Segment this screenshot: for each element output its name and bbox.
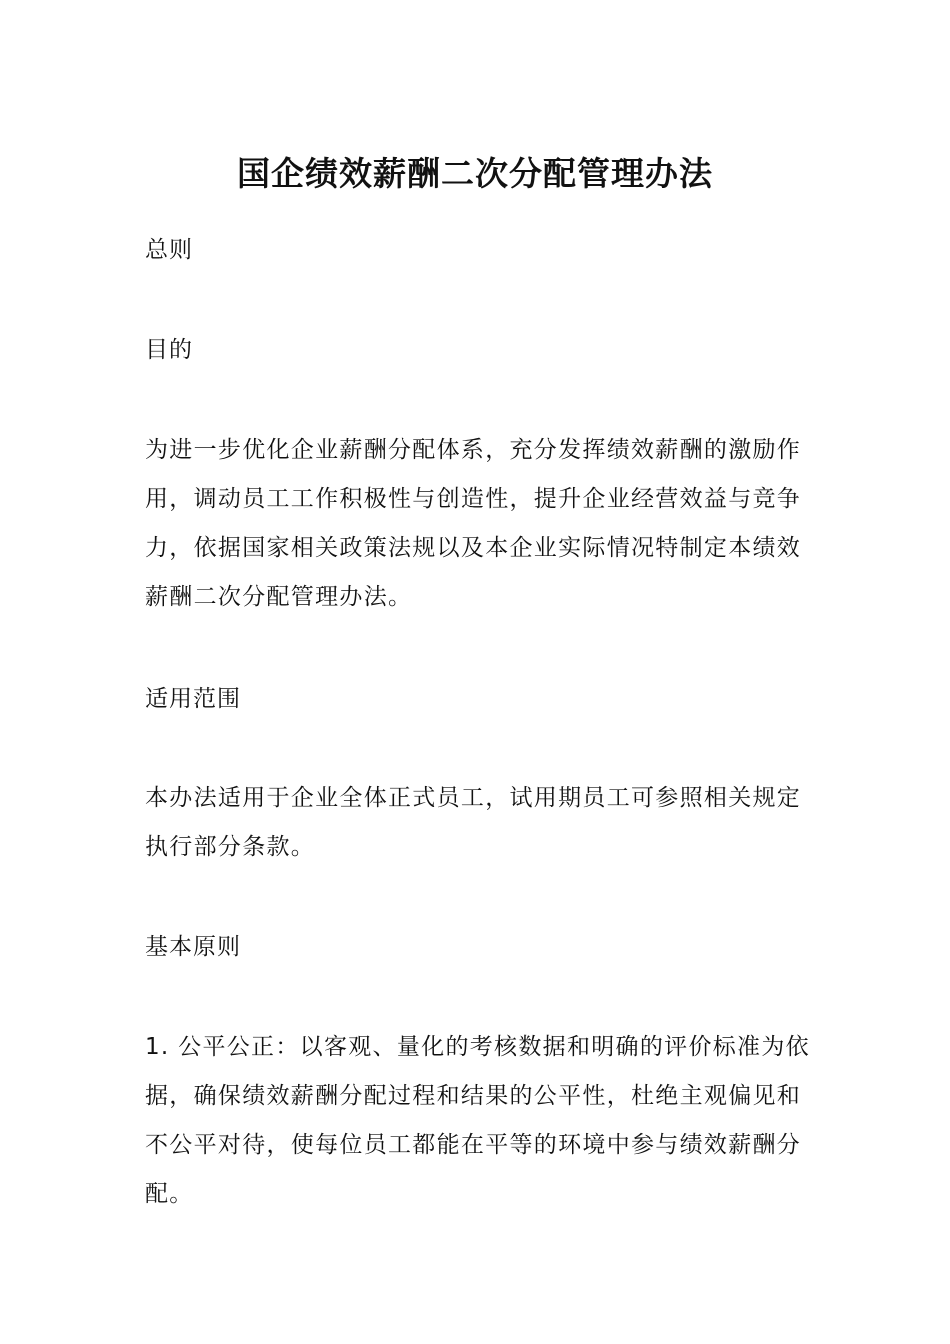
- section-heading-purpose: 目的: [145, 337, 193, 363]
- principle-item-1: 1. 公平公正：以客观、量化的考核数据和明确的评价标准为依据，确保绩效薪酬分配过程和结果的公平性，杜绝主观偏见和不公平对待，使每位员工都能在平等的环境中参与绩效薪酬分配。: [145, 1034, 810, 1207]
- section-heading-principles: 基本原则: [145, 934, 241, 960]
- scope-paragraph: 本办法适用于企业全体正式员工，试用期员工可参照相关规定执行部分条款。: [145, 785, 802, 860]
- section-heading-scope: 适用范围: [145, 686, 241, 712]
- page-title: 国企绩效薪酬二次分配管理办法: [237, 154, 713, 194]
- section-heading-general: 总则: [145, 237, 193, 263]
- purpose-paragraph: 为进一步优化企业薪酬分配体系，充分发挥绩效薪酬的激励作用，调动员工工作积极性与创造性，提升企业经营效益与竞争力，依据国家相关政策法规以及本企业实际情况特制定本绩效薪酬二次分配管理办法。: [145, 437, 802, 610]
